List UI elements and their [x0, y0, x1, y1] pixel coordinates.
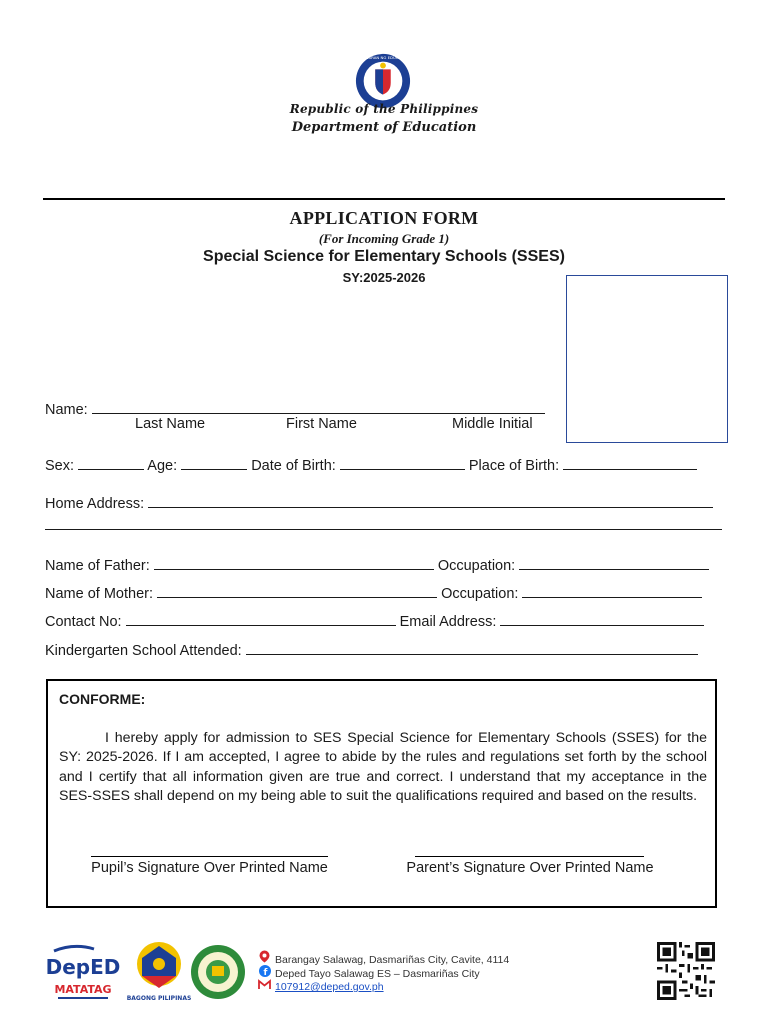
first-name-caption: First Name — [286, 416, 357, 432]
dob-field[interactable] — [340, 454, 465, 470]
parent-signature-line[interactable] — [415, 856, 644, 857]
pob-label: Place of Birth: — [468, 458, 560, 474]
conforme-box — [46, 679, 717, 908]
age-label: Age: — [147, 458, 178, 474]
photo-box[interactable] — [566, 275, 728, 443]
gmail-icon — [258, 980, 271, 993]
email-link[interactable]: 107912@deped.gov.ph — [275, 981, 384, 993]
facebook-icon — [258, 965, 271, 980]
age-field[interactable] — [181, 454, 247, 470]
school-year: SY:2025-2026 — [342, 270, 426, 285]
address-line — [258, 950, 509, 966]
sex-field[interactable] — [78, 454, 144, 470]
facebook-text[interactable]: Deped Tayo Salawag ES – Dasmariñas City — [275, 968, 480, 980]
father-occupation-label: Occupation: — [437, 558, 516, 574]
parent-signature-label: Parent’s Signature Over Printed Name — [406, 860, 654, 876]
bagong-pilipinas-logo — [126, 938, 192, 1004]
contact-row — [45, 610, 704, 630]
dob-label: Date of Birth: — [251, 458, 336, 474]
middle-initial-caption: Middle Initial — [452, 416, 533, 432]
father-field[interactable] — [154, 554, 434, 570]
sex-label: Sex: — [45, 458, 75, 474]
email-line — [258, 980, 384, 993]
department-heading: Department of Education — [291, 120, 477, 135]
home-address-field-line2[interactable] — [45, 514, 722, 530]
kinder-field[interactable] — [246, 639, 698, 655]
father-occupation-field[interactable] — [519, 554, 709, 570]
father-row — [45, 554, 709, 574]
program-title: Special Science for Elementary Schools (SSES) — [203, 248, 565, 265]
name-label: Name: — [45, 402, 88, 418]
svg-text:f: f — [263, 968, 267, 978]
pob-field[interactable] — [563, 454, 697, 470]
email-field[interactable] — [500, 610, 704, 626]
form-title: APPLICATION FORM — [289, 208, 479, 228]
conforme-title: CONFORME: — [59, 691, 146, 707]
email-label: Email Address: — [399, 614, 497, 630]
conforme-statement: I hereby apply for admission to SES Special Science for Elementary Schools (SSES) for the SY: 2025-2026. If I am accepted, I agree to abide by the rules and regulations set forth by the school and I certify that all information given are true and correct. I understand that my acceptance in the SES-SSES shall depend on my being able to suit the qualifications required and based on the results. — [59, 730, 707, 805]
header-divider — [43, 198, 725, 200]
name-row — [45, 398, 545, 418]
deped-matatag-logo — [45, 941, 121, 1005]
home-address-label: Home Address: — [45, 496, 145, 512]
personal-row — [45, 454, 697, 474]
contact-field[interactable] — [126, 610, 396, 626]
bagong-pilipinas-wordmark: BAGONG PILIPINAS — [126, 995, 192, 1002]
facebook-line — [258, 965, 480, 980]
last-name-caption: Last Name — [135, 416, 206, 432]
republic-heading: Republic of the Philippines — [289, 102, 479, 116]
pupil-signature-label: Pupil’s Signature Over Printed Name — [91, 860, 328, 876]
matatag-wordmark: MATATAG — [54, 983, 112, 996]
name-field[interactable] — [92, 398, 545, 414]
location-pin-icon — [258, 950, 271, 966]
deped-wordmark: DepED — [45, 955, 121, 979]
kinder-label: Kindergarten School Attended: — [45, 643, 242, 659]
mother-field[interactable] — [157, 582, 437, 598]
mother-row — [45, 582, 702, 602]
mother-occupation-label: Occupation: — [441, 586, 519, 602]
pupil-signature-line[interactable] — [91, 856, 328, 857]
home-address-row — [45, 492, 713, 512]
kinder-row — [45, 639, 698, 659]
home-address-field[interactable] — [148, 492, 713, 508]
mother-occupation-field[interactable] — [522, 582, 702, 598]
qr-code-icon[interactable] — [657, 942, 715, 1000]
seal-text: KAGAWARAN NG EDUKASYON — [354, 54, 412, 60]
form-subtitle: (For Incoming Grade 1) — [318, 231, 450, 246]
mother-label: Name of Mother: — [45, 586, 153, 602]
address-text: Barangay Salawag, Dasmariñas City, Cavite, 4114 — [275, 954, 510, 966]
father-label: Name of Father: — [45, 558, 150, 574]
contact-label: Contact No: — [45, 614, 122, 630]
school-seal-logo — [190, 941, 246, 1003]
